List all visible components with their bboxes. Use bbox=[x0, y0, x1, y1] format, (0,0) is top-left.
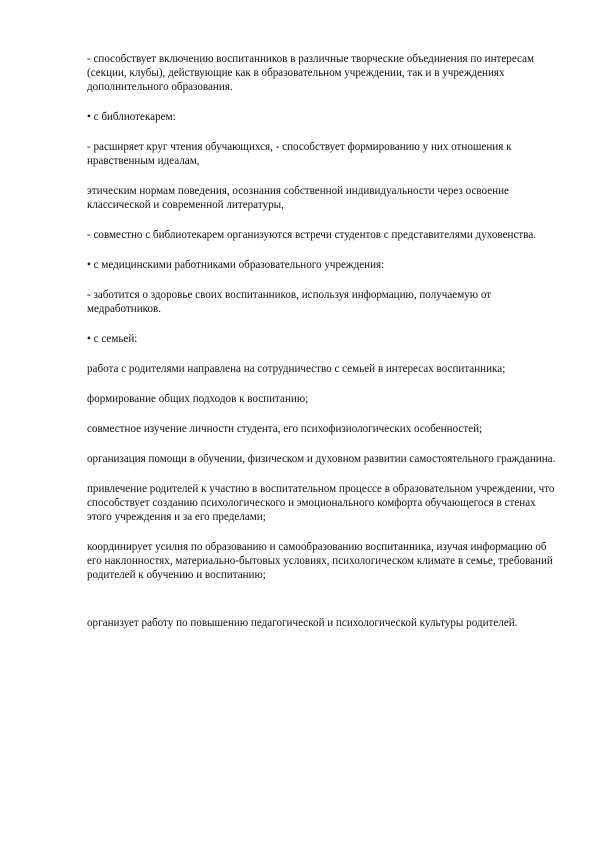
paragraph-ethical-norms: этическим нормам поведения, осознания собственной индивидуальности через освоение классической и современной литературы, bbox=[87, 185, 509, 211]
document-body bbox=[87, 52, 557, 646]
paragraph-parent-culture: организует работу по повышению педагогической и психологической культуры родителей. bbox=[87, 617, 518, 629]
paragraph-coordination: координирует усилия по образованию и самообразованию воспитанника, изучая информацию об его наклонностях, материально-бытовых условиях, психологическом климате в семье, требований родителей к обучению и воспитанию; bbox=[87, 541, 553, 581]
paragraph-reading-circle: - расширяет круг чтения обучающихся, - способствует формированию у них отношения к нравственным идеалам, bbox=[87, 141, 512, 167]
paragraph-personality-study: совместное изучение личности студента, его психофизиологических особенностей; bbox=[87, 423, 483, 435]
paragraph-librarian-heading: • с библиотекарем: bbox=[87, 111, 176, 123]
paragraph-help-organization: организация помощи в обучении, физическом и духовном развитии самостоятельного гражданина. bbox=[87, 453, 556, 465]
paragraph-family-heading: • с семьей: bbox=[87, 333, 138, 345]
paragraph-parents-cooperation: работа с родителями направлена на сотрудничество с семьей в интересах воспитанника; bbox=[87, 363, 506, 375]
paragraph-parent-involvement: привлечение родителей к участию в воспитательном процессе в образовательном учреждении, что способствует созданию психологического и эмоционального комфорта обучающегося в стенах этого учреждения и за его пределами; bbox=[87, 483, 555, 523]
paragraph-medical-heading: • с медицинскими работниками образовательного учреждения: bbox=[87, 259, 385, 271]
paragraph-creative-associations: - способствует включению воспитанников в различные творческие объединения по интересам (секции, клубы), действующие как в образовательном учреждении, так и в учреждениях дополнительного образования. bbox=[87, 53, 535, 93]
paragraph-health-care: - заботится о здоровье своих воспитанников, используя информацию, получаемую от медработников. bbox=[87, 289, 492, 315]
paragraph-clergy-meetings: - совместно с библиотекарем организуются встречи студентов с представителями духовенства. bbox=[87, 229, 537, 241]
paragraph-common-approaches: формирование общих подходов к воспитанию; bbox=[87, 393, 309, 405]
